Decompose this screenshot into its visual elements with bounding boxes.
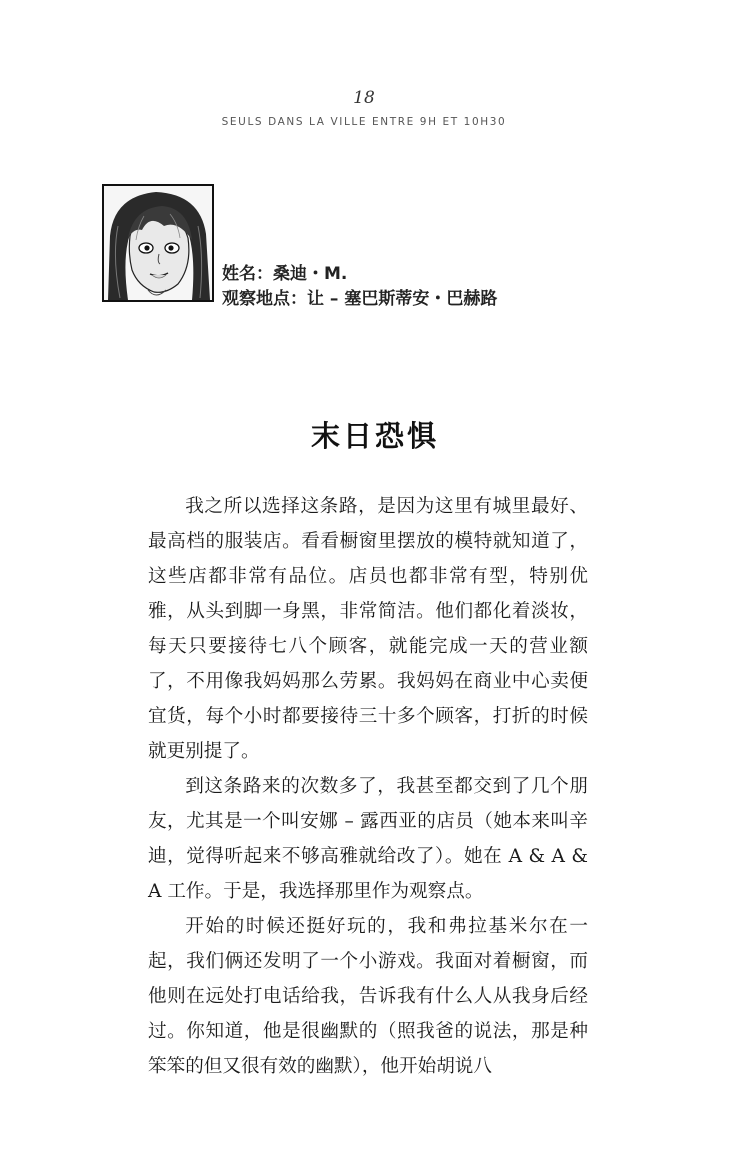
paragraph: 到这条路来的次数多了，我甚至都交到了几个朋友，尤其是一个叫安娜 – 露西亚的店员（她本来叫辛迪，觉得听起来不够高雅就给改了）。她在 A & A & A 工作。于是，我选择那里作为观察点。	[148, 776, 588, 902]
paragraph: 开始的时候还挺好玩的，我和弗拉基米尔在一起，我们俩还发明了一个小游戏。我面对着橱窗，而他则在远处打电话给我，告诉我有什么人从我身后经过。你知道，他是很幽默的（照我爸的说法，那是种笨笨的但又很有效的幽默），他开始胡说八	[148, 916, 588, 1077]
girl-portrait-icon	[104, 186, 212, 300]
body-text	[148, 489, 588, 1084]
paragraph: 我之所以选择这条路，是因为这里有城里最好、最高档的服装店。看看橱窗里摆放的模特就知道了，这些店都非常有品位。店员也都非常有型，特别优雅，从头到脚一身黑，非常简洁。他们都化着淡妆，每天只要接待七八个顾客，就能完成一天的营业额了，不用像我妈妈那么劳累。我妈妈在商业中心卖便宜货，每个小时都要接待三十多个顾客，打折的时候就更别提了。	[148, 496, 588, 762]
portrait-illustration	[102, 184, 214, 302]
page-number: 18	[353, 88, 375, 108]
chapter-title: 末日恐惧	[310, 419, 439, 453]
profile-name: 姓名：桑迪・M.	[222, 264, 348, 284]
observation-place: 观察地点：让 – 塞巴斯蒂安・巴赫路	[222, 289, 498, 309]
running-header: SEULS DANS LA VILLE ENTRE 9H ET 10H30	[221, 116, 507, 128]
